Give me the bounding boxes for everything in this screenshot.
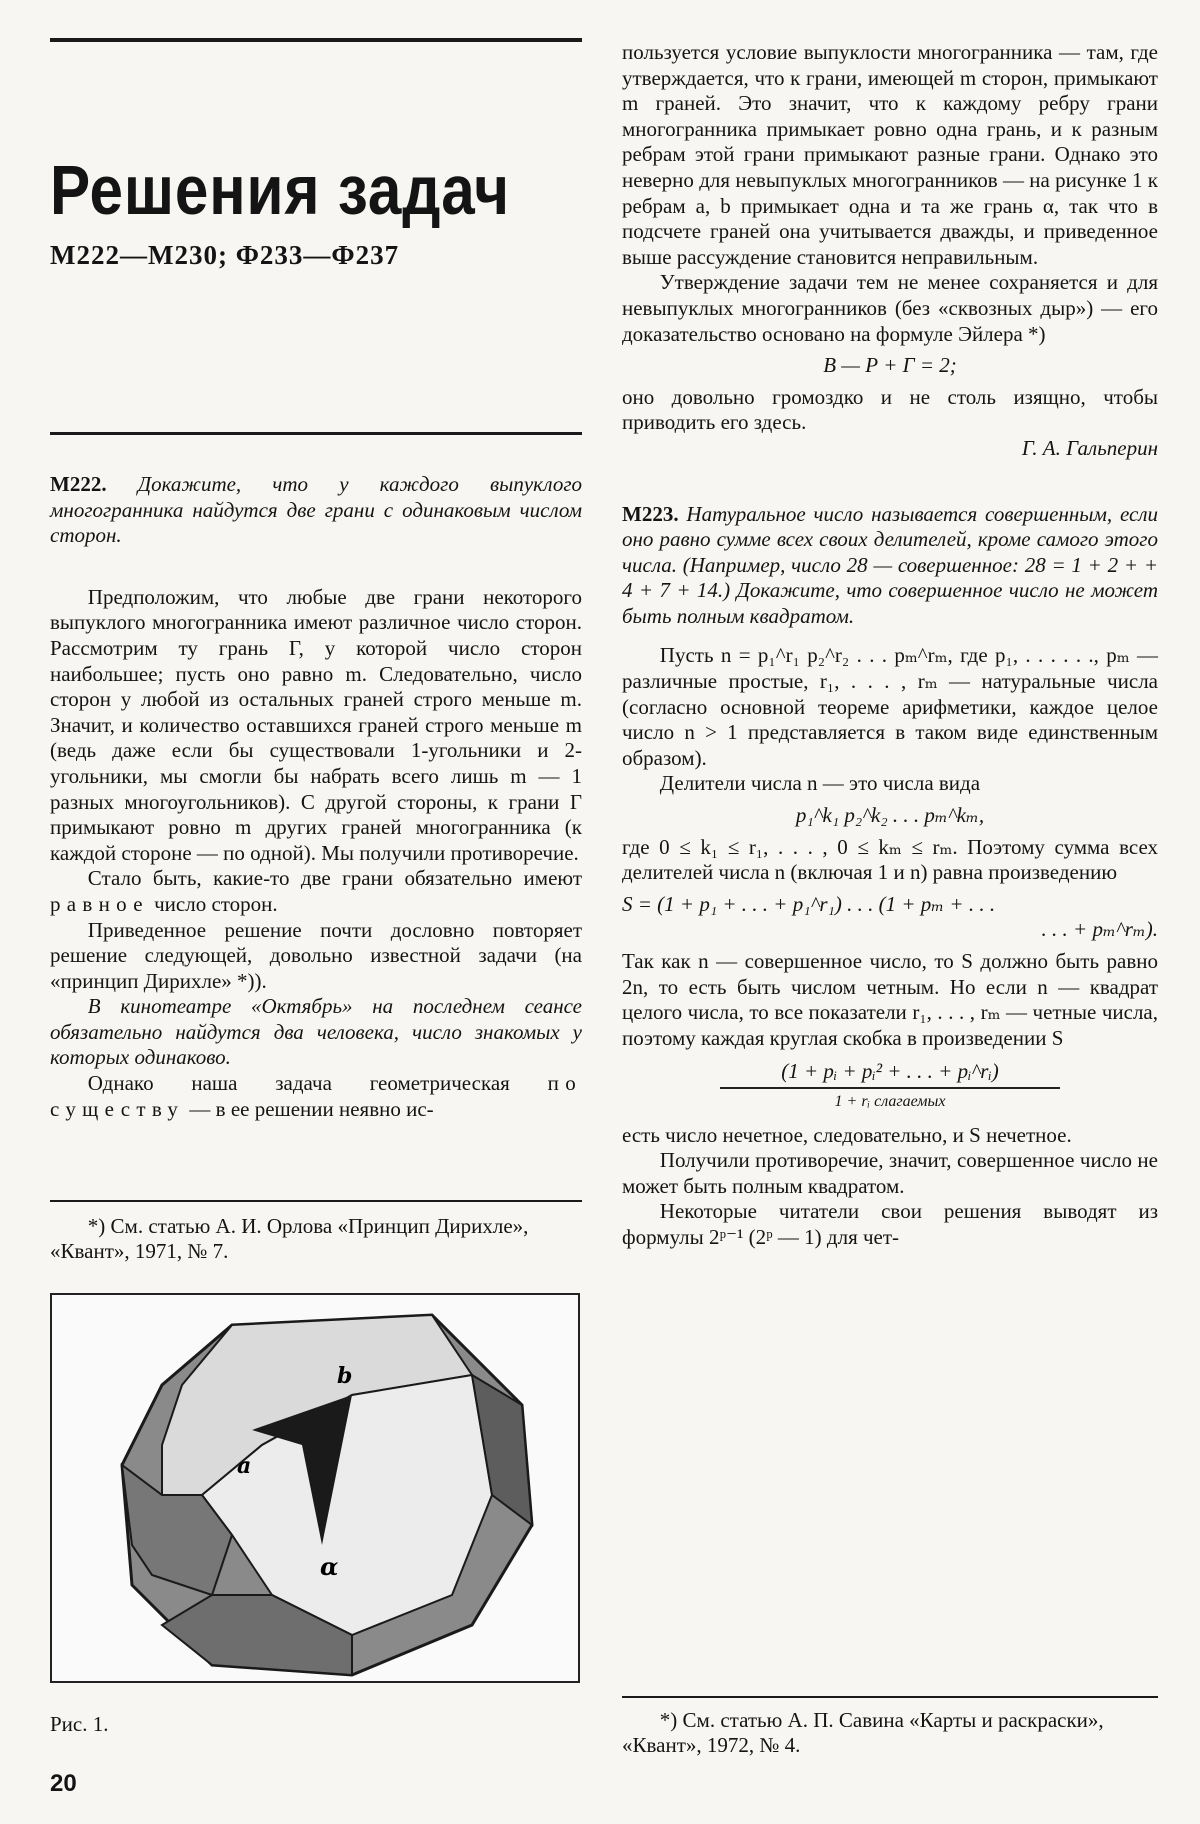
m222-p2-start: Стало быть, какие-то две грани обязательно имеют	[87, 866, 582, 891]
polyhedron-drawing	[52, 1295, 578, 1681]
m222-paragraph-5	[50, 1071, 582, 1122]
m222-p2-end: число сторон.	[154, 891, 278, 916]
m223-paragraph-2: Делители числа n — это числа вида	[659, 771, 981, 796]
m223-paragraph-5: есть число нечетное, следовательно, и S нечетное.	[622, 1122, 1072, 1147]
m222-p5-emphasis: по существу	[50, 1071, 582, 1121]
m222-paragraph-3: Приведенное решение почти дословно повторяет решение следующей, довольно известной задачи (на «принцип Дирихле» *)).	[50, 917, 582, 993]
page-title: Решения задач	[50, 151, 510, 229]
label-a: a	[237, 1453, 252, 1479]
m223-paragraph-1: Пусть n = p₁^r₁ p₂^r₂ . . . pₘ^rₘ, где p₁, . . . . . ., pₘ — различные простые, r₁, . . . , rₘ — натуральные числа (согласно основной теореме арифметики, каждое целое число n > 1 представляется в таком виде единственным образом).	[622, 643, 1158, 770]
left-footnote: *) См. статью А. И. Орлова «Принцип Дирихле», «Квант», 1971, № 7.	[50, 1214, 529, 1263]
figure-polyhedron	[50, 1293, 580, 1683]
m222-p2-emphasis: равное	[50, 891, 149, 916]
left-footnote-rule	[50, 1200, 582, 1202]
m223-label: М223.	[622, 501, 679, 526]
m222-dirichlet-problem: В кинотеатре «Октябрь» на последнем сеансе обязательно найдутся два человека, число знакомых у которых одинаково.	[50, 994, 582, 1070]
author-signature: Г. А. Гальперин	[1021, 435, 1158, 460]
m222-statement-text: Докажите, что у каждого выпуклого многогранника найдутся две грани с одинаковым числом сторон.	[50, 472, 583, 548]
label-alpha: α	[320, 1552, 339, 1581]
euler-formula: В — Р + Г = 2;	[823, 353, 957, 378]
m223-statement-text: Натуральное число называется совершенным, если оно равно сумме всех своих делителей, кроме самого этого числа. (Например, число 28 — совершенное: 28 = 1 + 2 + + 4 + 7 + 14.) Докажите, что совершенное число не может быть полным квадратом.	[622, 501, 1158, 628]
m222-statement	[50, 472, 582, 549]
divisor-formula: p₁^k₁ p₂^k₂ . . . pₘ^kₘ,	[795, 803, 985, 828]
left-column	[50, 472, 582, 1122]
m222-paragraph-2	[50, 866, 582, 917]
m222-p5-start: Однако наша задача геометрическая	[87, 1071, 510, 1096]
m223-paragraph-3: где 0 ≤ k₁ ≤ r₁, . . . , 0 ≤ kₘ ≤ rₘ. Поэтому сумма всех делителей числа n (включая 1 и n) равна произведению	[622, 834, 1158, 885]
m223-paragraph-4: Так как n — совершенное число, то S должно быть равно 2n, то есть быть числом четным. Но если n — квадрат целого числа, то все показатели r₁, . . . , rₘ — четные числа, поэтому каждая круглая скобка в произведении S	[622, 949, 1158, 1050]
figure-caption: Рис. 1.	[50, 1712, 109, 1736]
right-paragraph-2: Утверждение задачи тем не менее сохраняется и для невыпуклых многогранников (без «сквозных дыр») — его доказательство основано на формуле Эйлера *)	[622, 270, 1158, 346]
m223-paragraph-7: Некоторые читатели свои решения выводят из формулы 2ᵖ⁻¹ (2ᵖ — 1) для чет-	[622, 1199, 1158, 1249]
bracket-note: 1 + rᵢ слагаемых	[720, 1087, 1060, 1115]
sum-formula-line-2: . . . + pₘ^rₘ).	[1041, 917, 1158, 942]
right-footnote-rule	[622, 1696, 1158, 1698]
right-footnote: *) См. статью А. П. Савина «Карты и раскраски», «Квант», 1972, № 4.	[622, 1708, 1104, 1757]
m222-p5-end: — в ее решении неявно ис-	[189, 1096, 434, 1121]
m223-paragraph-6: Получили противоречие, значит, совершенное число не может быть полным квадратом.	[622, 1148, 1158, 1198]
page-subtitle: М222—М230; Ф233—Ф237	[50, 240, 400, 270]
sum-formula-line-1: S = (1 + p₁ + . . . + p₁^r₁) . . . (1 + pₘ + . . .	[622, 891, 996, 916]
m223-statement	[622, 502, 1158, 630]
label-b: b	[337, 1363, 353, 1389]
right-paragraph-1: пользуется условие выпуклости многогранника — там, где утверждается, что к грани, имеющей m сторон, примыкают m граней. Это значит, что к каждому ребру грани многогранника примыкает ровно одна грань, и к разным ребрам этой грани примыкают разные грани. Однако это неверно для невыпуклых многогранников — на рисунке 1 к ребрам a, b примыкает одна и та же грань α, так что в подсчете граней она учитывается дважды, и приведенное выше рассуждение становится неправильным.	[622, 40, 1158, 269]
bracket-expression: (1 + pᵢ + pᵢ² + . . . + pᵢ^rᵢ)	[781, 1059, 999, 1084]
m222-paragraph-1: Предположим, что любые две грани некоторого выпуклого многогранника имеют различное число сторон. Рассмотрим ту грань Г, у которой число сторон наибольшее; пусть оно равно m. Следовательно, число сторон у любой из остальных граней строго меньше m. Значит, и количество оставшихся граней строго меньше m (ведь даже если бы существовали 1-угольники и 2-угольники, мы смогли бы набрать всего лишь m — 1 разных многоугольников). С другой стороны, к грани Г примыкают ровно m других граней многогранника (к каждой стороне — по одной). Мы получили противоречие.	[50, 584, 582, 865]
page-number: 20	[50, 1770, 77, 1797]
header-top-rule	[50, 38, 582, 42]
header-bottom-rule	[50, 432, 582, 435]
right-paragraph-3: оно довольно громоздко и не столь изящно, чтобы приводить его здесь.	[622, 384, 1158, 435]
m222-label: М222.	[50, 472, 107, 496]
right-column	[622, 40, 1158, 1251]
bracket-formula	[622, 1059, 1158, 1114]
